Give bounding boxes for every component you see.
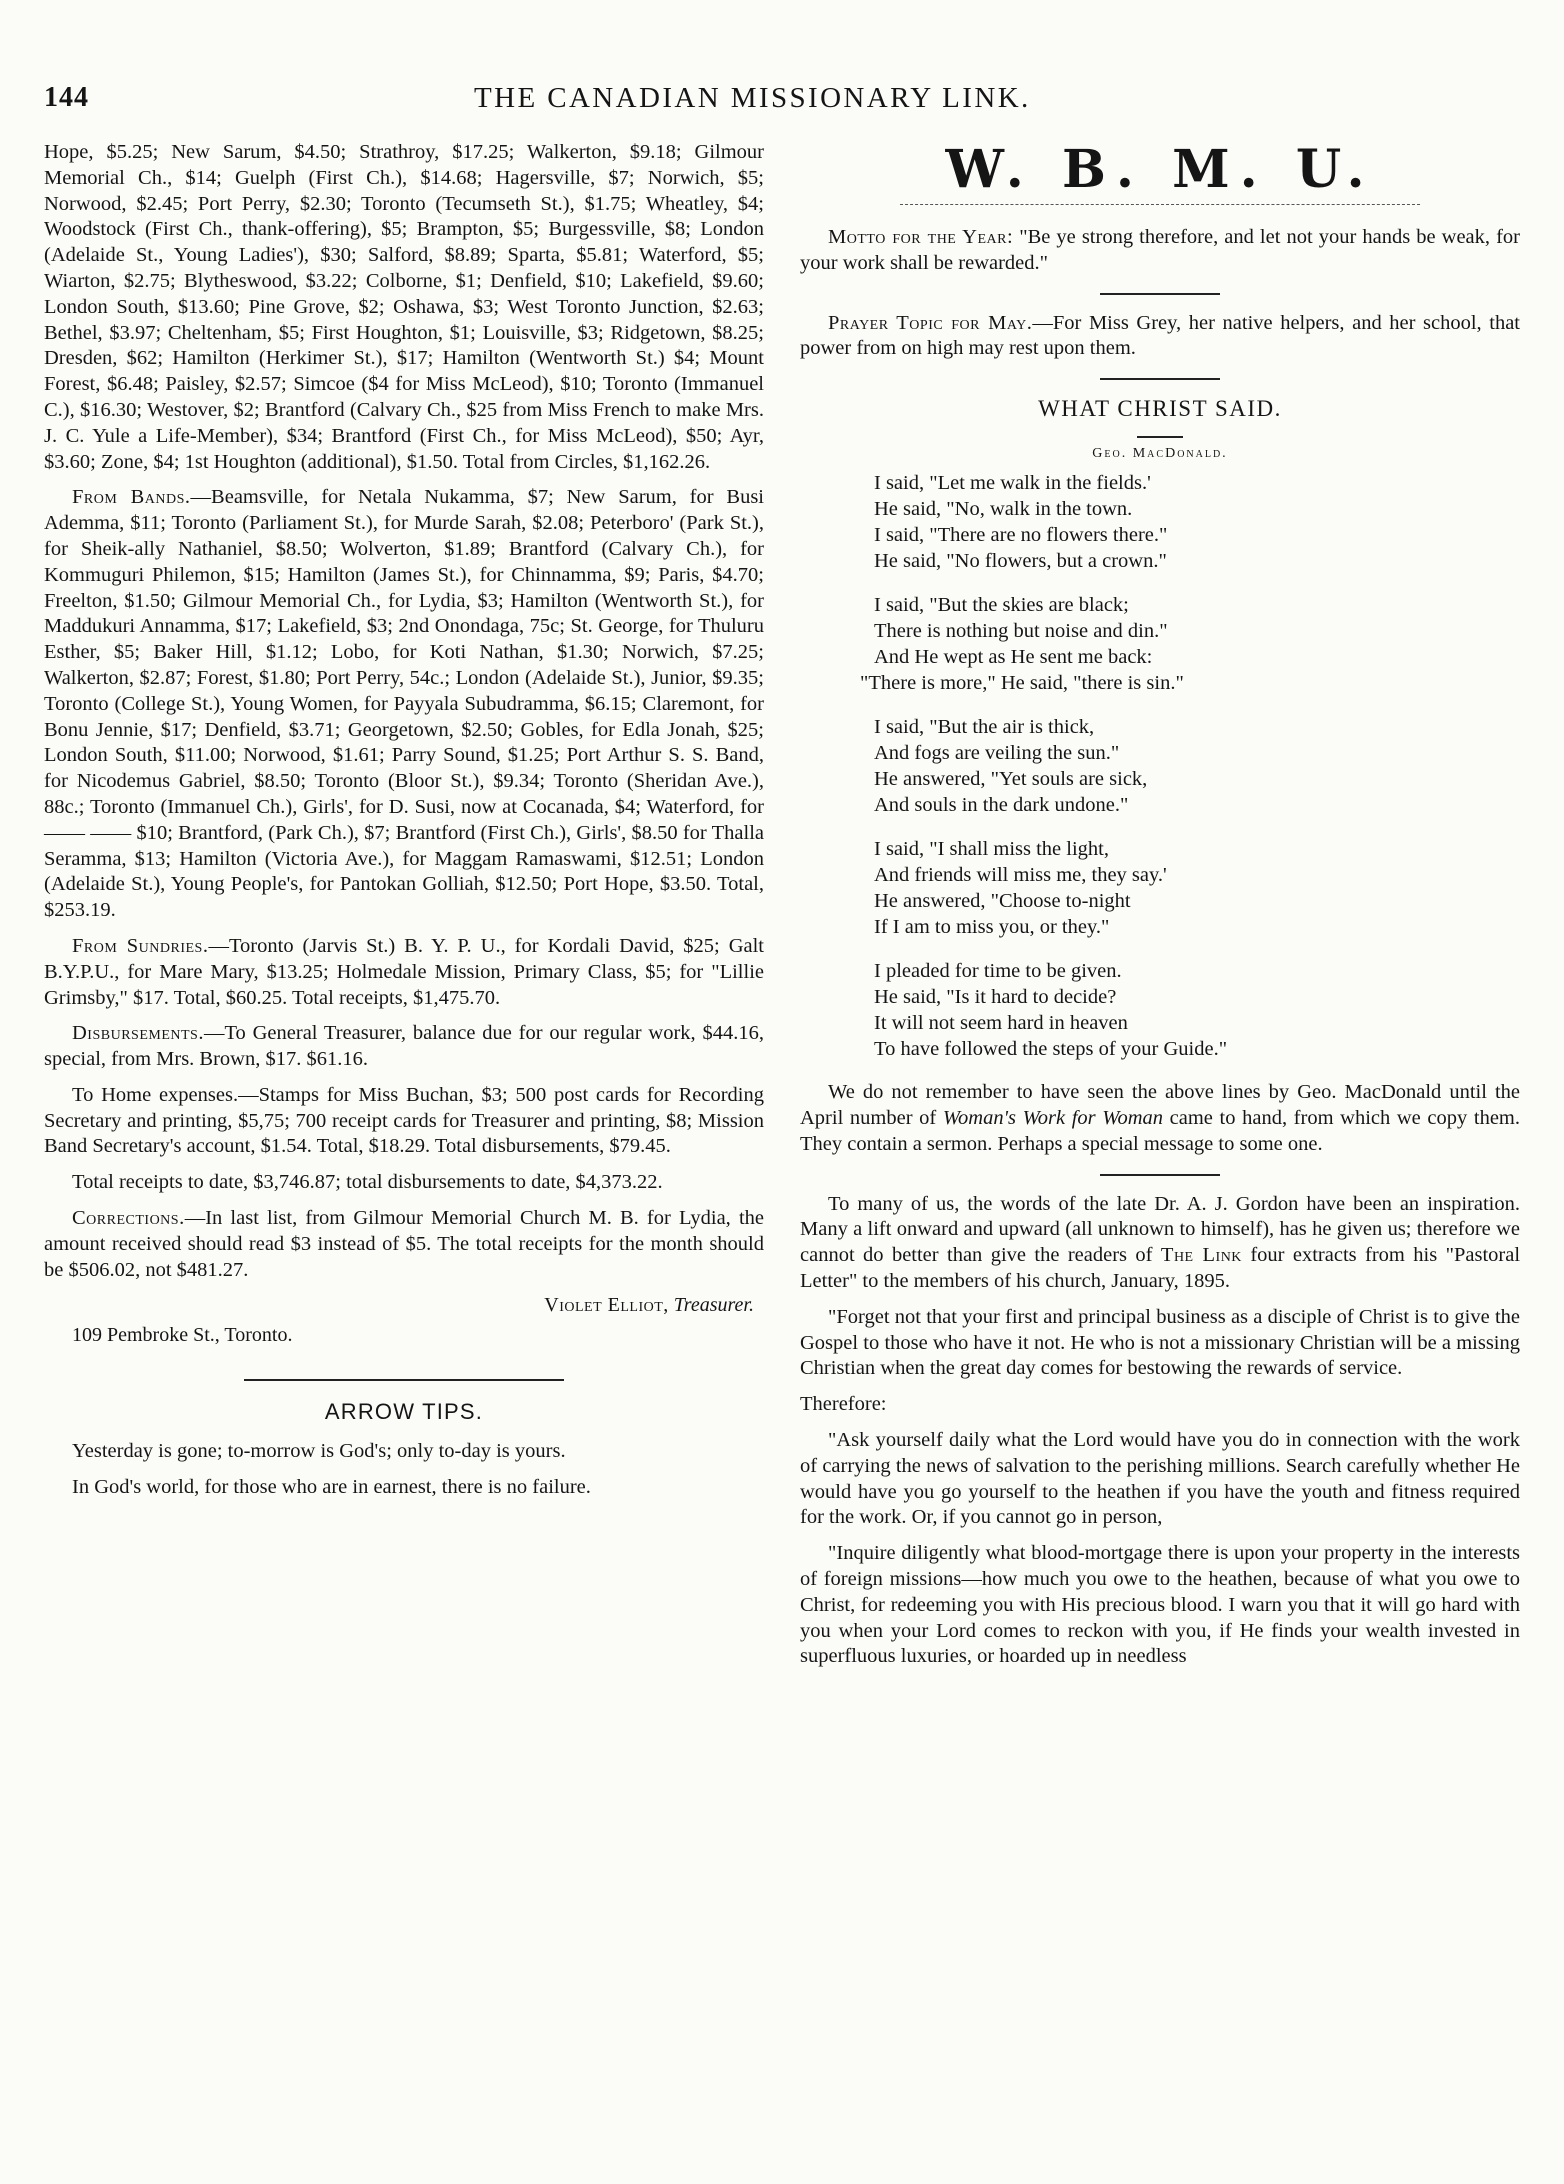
bands-label: From Bands. <box>72 486 191 509</box>
sundries-label: From Sundries. <box>72 934 209 957</box>
poem-stanza <box>874 714 1520 818</box>
home-expenses-paragraph: To Home expenses.—Stamps for Miss Buchan, $3; 500 post cards for Recording Secretary and printing, $5,75; 700 receipt cards for Treasurer and printing, $8; Mission Band Secretary's account, $1.54. Total, $18.29. Total disbursements, $79.45. <box>44 1083 764 1158</box>
poem-line: There is nothing but noise and din." <box>874 620 1168 643</box>
poem-line: I said, "Let me walk in the fields.' <box>874 472 1151 495</box>
treasurer-signature <box>44 1293 764 1319</box>
gordon-intro <box>800 1192 1520 1295</box>
poem-body <box>860 470 1520 1062</box>
corrections-paragraph <box>44 1206 764 1283</box>
poem-line: He said, "No flowers, but a crown." <box>874 550 1167 573</box>
sundries-text: —Toronto (Jarvis St.) B. Y. P. U., for Kordali David, $25; Galt B.Y.P.U., for Mare Mary, $13.25; Holmedale Mission, Primary Class, $5; for "Lillie Grimsby," $17. Total, $60.25. Total receipts, $1,475.70. <box>44 934 765 1009</box>
poem-line: I said, "But the air is thick, <box>874 716 1095 739</box>
poem-line: And friends will miss me, they say.' <box>874 864 1167 887</box>
disbursements-label: Disbursements. <box>72 1022 204 1045</box>
poem-note-end: came to hand, from which we copy them. They contain a sermon. Perhaps a special message to some one. <box>800 1106 1520 1155</box>
bands-text: —Beamsville, for Netala Nukamma, $7; New Sarum, for Busi Ademma, $11; Toronto (Parliament St.), for Murde Sarah, $2.08; Peterboro' (Park St.), for Sheik-ally Nathaniel, $8.50; Wolverton, $1.89; Brantford (Calvary Ch.), for Kommuguri Philemon, $15; Hamilton (James St.), for Chinnamma, $9; Paris, $4.70; Freelton, $1.50; Gilmour Memorial Ch., for Lydia, $3; Hamilton (Wentworth St.), for Maddukuri Annamma, $17; Lakefield, $3; 2nd Onondaga, 75c; St. George, for Thuluru Esther, $5; Baker Hill, $1.12; Lobo, for Koti Nathan, $1.30; Norwich, $7.25; Walkerton, $2.87; Forest, $1.80; Port Perry, 54c.; London (Adelaide St.), Junior, $9.35; Toronto (College St.), Young Women, for Payyala Subudramma, $6.15; Claremont, for Bonu Jennie, $17; Denfield, $3.71; Georgetown, $2.50; Gobles, for Edla Jonah, $25; London South, $11.00; Norwood, $1.61; Parry Sound, $1.25; Port Arthur S. S. Band, for Nicodemus Gabriel, $8.50; Toronto (Bloor St.), $9.34; Toronto (Sheridan Ave.), 88c.; Toronto (Immanuel Ch.), Girls', for D. Susi, now at Cocanada, $4; Waterford, for —— —— $10; Brantford, (Park Ch.), $7; Brantford (First Ch.), Girls', $8.50 for Thalla Seramma, $13; Hamilton (Victoria Ave.), for Maggam Ramaswami, $12.51; London (Adelaide St.), Young People's, for Pantokan Golliah, $12.50; Port Hope, $3.50. Total, $253.19. <box>44 486 764 922</box>
therefore-line: Therefore: <box>800 1393 887 1416</box>
disbursements-paragraph <box>44 1021 764 1073</box>
arrow-tips-heading: ARROW TIPS. <box>324 1399 484 1425</box>
right-column <box>800 140 1520 1680</box>
divider-rule <box>1100 378 1220 380</box>
poem-line: I pleaded for time to be given. <box>874 960 1122 983</box>
poem-line: He answered, "Yet souls are sick, <box>874 768 1148 791</box>
masthead-rule <box>900 204 1420 205</box>
poem-line: To have followed the steps of your Guide." <box>874 1038 1228 1061</box>
gordon-intro-start: To many of us, the words of the late Dr. A. J. Gordon have been an inspiration. Many a lift onward and upward (all unknown to himself), has he given us; therefore we cannot do better than give the readers of <box>800 1192 1520 1267</box>
poem-note-source: Woman's Work for Woman <box>942 1106 1164 1129</box>
poem-line: I said, "But the skies are black; <box>874 594 1129 617</box>
poem-note <box>800 1080 1520 1157</box>
gordon-paragraph-1: "Forget not that your first and principal business as a disciple of Christ is to give the Gospel to those who have it not. He who is not a missionary Christian will be a missing Christian when the great day comes for bestowing the rewards of service. <box>800 1305 1520 1380</box>
poem-line: "There is more," He said, "there is sin." <box>860 672 1184 695</box>
page-number: 144 <box>44 82 89 113</box>
totals-paragraph: Total receipts to date, $3,746.87; total disbursements to date, $4,373.22. <box>72 1171 663 1194</box>
gordon-paragraph-3: "Inquire diligently what blood-mortgage there is upon your property in the interests of foreign missions—how much you owe to the heathen, because of what you owe to Christ, for redeeming you with His precious blood. I warn you that it will go hard with you when your Lord comes to reckon with you, if He finds your wealth invested in superfluous luxuries, or hoarded up in needless <box>800 1542 1520 1668</box>
divider-rule <box>1100 293 1220 295</box>
poem-note-start: We do not remember to have seen the above lines by Geo. MacDonald until the April number of <box>800 1081 1520 1129</box>
left-column <box>44 140 764 1511</box>
poem-stanza <box>874 836 1520 940</box>
corrections-label: Corrections. <box>72 1207 185 1230</box>
poem-line: And souls in the dark undone." <box>874 794 1129 817</box>
motto-text: "Be ye strong therefore, and let not your hands be weak, for your work shall be rewarded." <box>800 226 1520 274</box>
arrow-tip-2: In God's world, for those who are in earnest, there is no failure. <box>72 1475 591 1498</box>
gordon-paragraph-2: "Ask yourself daily what the Lord would have you do in connection with the work of carrying the news of salvation to the perishing millions. Search carefully whether He would have you go yourself to the heathen if you have the youth and fitness required for the work. Or, if you cannot go in person, <box>800 1428 1520 1529</box>
signature-name: Violet Elliot, <box>544 1294 669 1317</box>
prayer-label: Prayer Topic for May. <box>828 311 1033 334</box>
prayer-paragraph <box>800 311 1520 363</box>
gordon-intro-link: The Link <box>1160 1244 1242 1267</box>
poem-line: He said, "Is it hard to decide? <box>874 986 1117 1009</box>
poem-title-rule <box>1137 436 1183 438</box>
poem-line: I said, "I shall miss the light, <box>874 838 1109 861</box>
wbmu-masthead: W. B. M. U. <box>945 139 1375 200</box>
gordon-intro-end: four extracts from his "Pastoral Letter" to the members of his church, January, 1895. <box>800 1244 1521 1292</box>
page-header <box>44 82 1144 122</box>
motto-paragraph <box>800 225 1520 277</box>
bands-list <box>44 485 764 924</box>
signature-address: 109 Pembroke St., Toronto. <box>72 1324 293 1347</box>
poem-stanza <box>874 958 1520 1062</box>
circles-list: Hope, $5.25; New Sarum, $4.50; Strathroy, $17.25; Walkerton, $9.18; Gilmour Memorial Ch., $14; Guelph (First Ch.), $14.68; Hagersville, $7; Norwich, $5; Norwood, $2.45; Port Perry, $2.30; Toronto (Tecumseth St.), $1.75; Wheatley, $4; Woodstock (First Ch., thank-offering), $5; Brampton, $5; Burgessville, $8; London (Adelaide St., Young Ladies'), $30; Salford, $8.89; Sparta, $5.81; Waterford, $5; Wiarton, $2.75; Blytheswood, $3.22; Colborne, $1; Denfield, $10; Lakefield, $9.60; London South, $13.60; Pine Grove, $2; Oshawa, $3; West Toronto Junction, $2.63; Bethel, $3.97; Cheltenham, $5; First Houghton, $1; Louisville, $3; Ridgetown, $8.25; Dresden, $62; Hamilton (Herkimer St.), $17; Hamilton (Wentworth St.) $4; Mount Forest, $6.48; Paisley, $2.57; Simcoe ($4 for Miss McLeod), $10; Toronto (Immanuel C.), $16.30; Westover, $2; Brantford (Calvary Ch., $25 from Miss French to make Mrs. J. C. Yule a Life-Member), $34; Brantford (First Ch., for Miss McLeod), $50; Ayr, $3.60; Zone, $4; 1st Houghton (additional), $1.50. Total from Circles, $1,162.26. <box>44 141 764 473</box>
poem-stanza <box>874 470 1520 574</box>
arrow-tip-1: Yesterday is gone; to-morrow is God's; only to-day is yours. <box>72 1440 566 1463</box>
divider-rule <box>1100 1174 1220 1176</box>
motto-label: Motto for the Year: <box>828 226 1014 248</box>
poem-author: Geo. MacDonald. <box>1092 446 1228 462</box>
prayer-text: —For Miss Grey, her native helpers, and her school, that power from on high may rest upon them. <box>800 311 1520 360</box>
poem-line: He said, "No, walk in the town. <box>874 498 1133 521</box>
poem-line: If I am to miss you, or they." <box>874 916 1110 939</box>
poem-line: It will not seem hard in heaven <box>874 1012 1128 1035</box>
poem-line: And fogs are veiling the sun." <box>874 742 1120 765</box>
disbursements-text: —To General Treasurer, balance due for our regular work, $44.16, special, from Mrs. Brown, $17. $61.16. <box>44 1022 764 1071</box>
poem-line: He answered, "Choose to-night <box>874 890 1131 913</box>
poem-stanza <box>860 592 1520 696</box>
signature-role: Treasurer. <box>673 1294 754 1317</box>
page-title: THE CANADIAN MISSIONARY LINK. <box>474 82 1031 114</box>
poem-title: WHAT CHRIST SAID. <box>1038 396 1282 422</box>
sundries-list <box>44 934 764 1011</box>
poem-line: And He wept as He sent me back: <box>874 646 1153 669</box>
section-divider <box>244 1379 564 1381</box>
corrections-text: —In last list, from Gilmour Memorial Church M. B. for Lydia, the amount received should read $3 instead of $5. The total receipts for the month should be $506.02, not $481.27. <box>44 1207 764 1281</box>
poem-line: I said, "There are no flowers there." <box>874 524 1168 547</box>
